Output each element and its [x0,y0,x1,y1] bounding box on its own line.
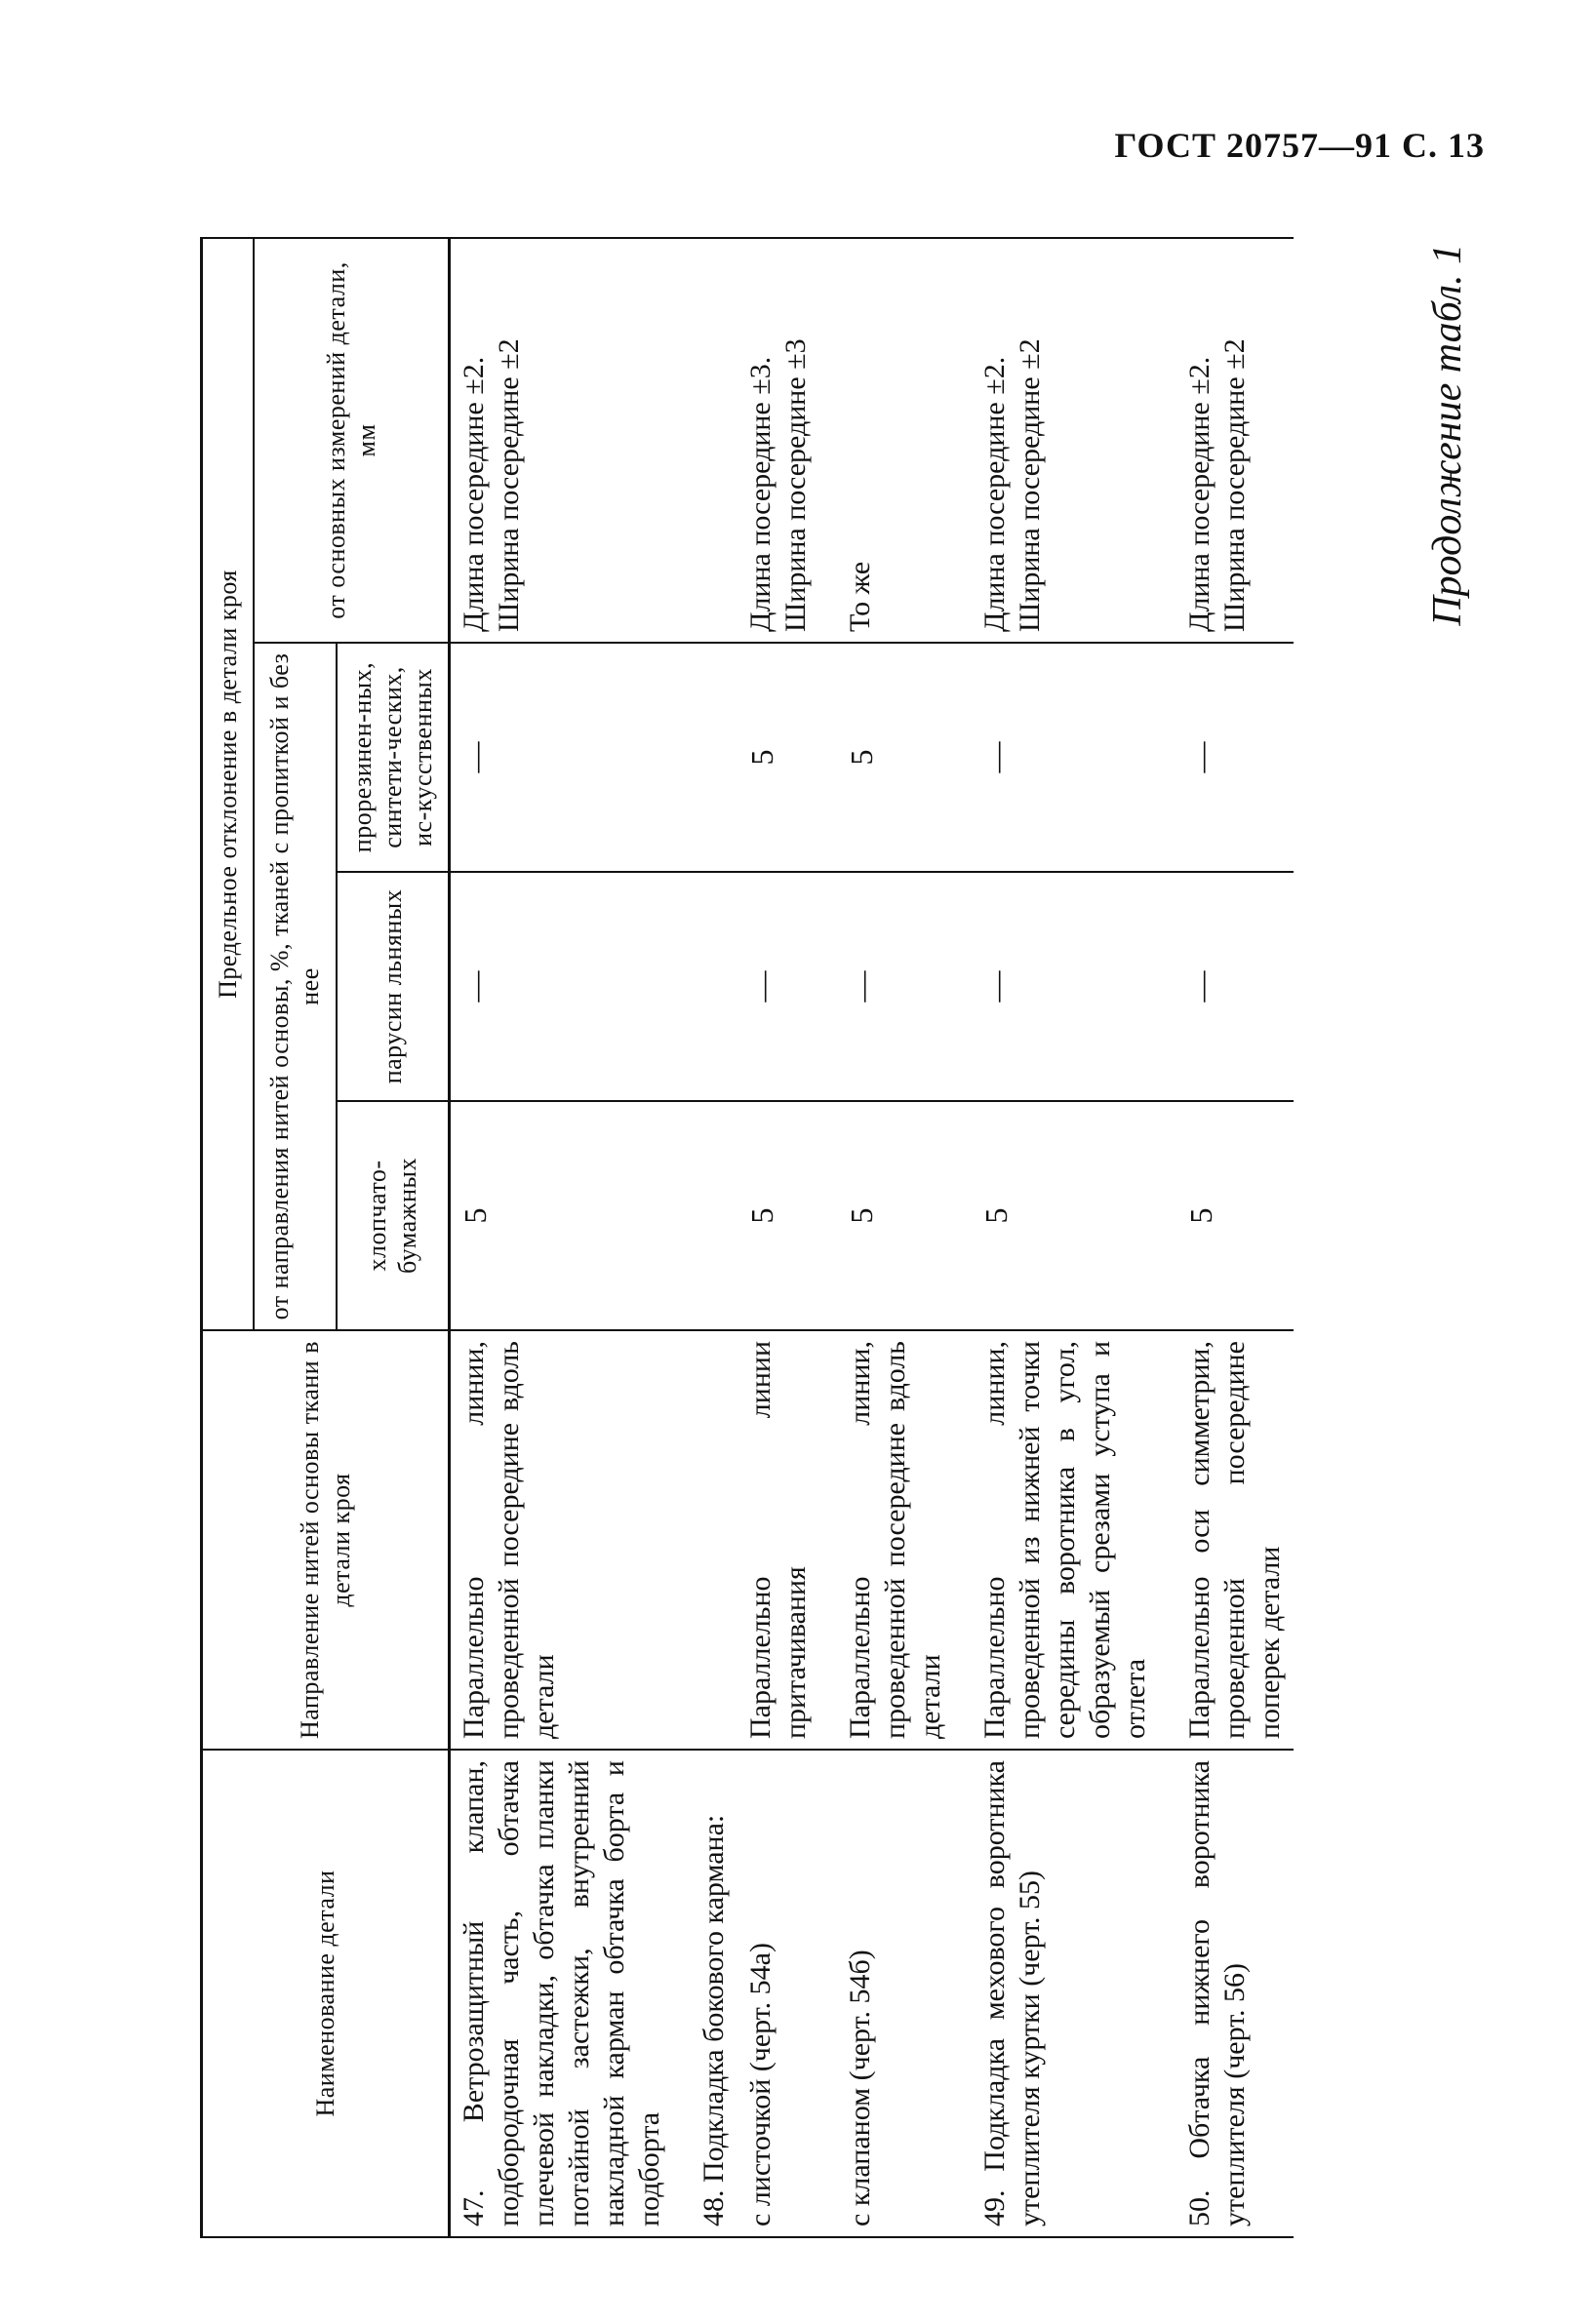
header-rubber: прорезинен-ных, синтети-ческих, ис-кусственных [337,643,450,872]
cell-linen: — [1159,872,1294,1101]
specification-table [200,237,1294,2238]
cell-direction: Параллельно линии, проведенной посередине вдоль детали [450,1330,674,1750]
cell-cotton: 5 [1159,1101,1294,1330]
dim-length: Длина посередине ±2. [458,356,491,632]
cell-rubber: 5 [819,643,954,872]
cell-linen: — [954,872,1159,1101]
cell-direction: Параллельно линии, проведенной посередине вдоль детали [819,1330,954,1750]
header-linen: парусин льняных [337,872,450,1101]
table-row [450,238,674,2237]
cell-cotton: 5 [954,1101,1159,1330]
cell-rubber: — [450,643,674,872]
cell-dimensions [673,238,737,643]
dim-width: Ширина посередине ±2 [493,338,526,632]
cell-cotton: 5 [819,1101,954,1330]
cell-dimensions [819,238,954,643]
dim-width: Ширина посередине ±2 [1218,338,1252,632]
dim-width: Ширина посередине ±2 [1014,338,1047,632]
page-header: ГОСТ 20757—91 С. 13 [1114,126,1485,165]
cell-name: 47. Ветрозащитный клапан, подбородочная часть, обтачка плечевой накладки, обтачка планки потайной застежки, внутренний накладной карман обтачка борта и подборта [450,1750,674,2237]
dim-length: Длина посередине ±3. [744,356,777,632]
header-direction: Направление нитей основы ткани в детали кроя [202,1330,450,1750]
table-stage [200,239,1512,2238]
table-row [819,238,954,2237]
header-cotton: хлопчато-бумажных [337,1101,450,1330]
cell-dimensions [1159,238,1294,643]
continuation-caption: Продолжение табл. 1 [1425,244,1470,626]
header-name: Наименование детали [202,1750,450,2237]
cell-direction: Параллельно линии, проведенной из нижней точки середины воротника в угол, образуемый срезами уступа и отлета [954,1330,1159,1750]
cell-direction: Параллельно оси симметрии, проведенной посередине поперек детали [1159,1330,1294,1750]
header-from-direction: от направления нитей основы, %, тканей с пропиткой и без нее [254,643,336,1330]
cell-name: с листочкой (черт. 54а) [737,1750,819,2237]
cell-rubber: 5 [737,643,819,872]
cell-name: 48. Подкладка бокового кармана: [673,1750,737,2237]
cell-cotton [673,1101,737,1330]
dim-length: Длина посередине ±2. [1183,356,1216,632]
cell-name: 50. Обтачка нижнего воротника утеплителя (черт. 56) [1159,1750,1294,2237]
rotated-table-container [200,239,1512,2238]
cell-dimensions [954,238,1159,643]
dim-length: Длина посередине ±2. [978,356,1012,632]
cell-rubber: — [1159,643,1294,872]
cell-name: с клапаном (черт. 54б) [819,1750,954,2237]
cell-rubber [673,643,737,872]
cell-name: 49. Подкладка мехового воротника утеплителя куртки (черт. 55) [954,1750,1159,2237]
table-row [737,238,819,2237]
cell-cotton: 5 [737,1101,819,1330]
header-dimensions: от основных измерений детали, мм [254,238,449,643]
cell-direction: Параллельно линии притачивания [737,1330,819,1750]
dim-length: То же [844,561,877,632]
cell-direction [673,1330,737,1750]
header-deviation: Предельное отклонение в детали кроя [202,238,255,1330]
cell-cotton: 5 [450,1101,674,1330]
cell-linen: — [819,872,954,1101]
cell-linen [673,872,737,1101]
cell-linen: — [737,872,819,1101]
cell-dimensions [737,238,819,643]
cell-rubber: — [954,643,1159,872]
cell-linen: — [450,872,674,1101]
dim-width: Ширина посередине ±3 [779,338,813,632]
table-row [1159,238,1294,2237]
table-row [673,238,737,2237]
cell-dimensions [450,238,674,643]
table-row [954,238,1159,2237]
